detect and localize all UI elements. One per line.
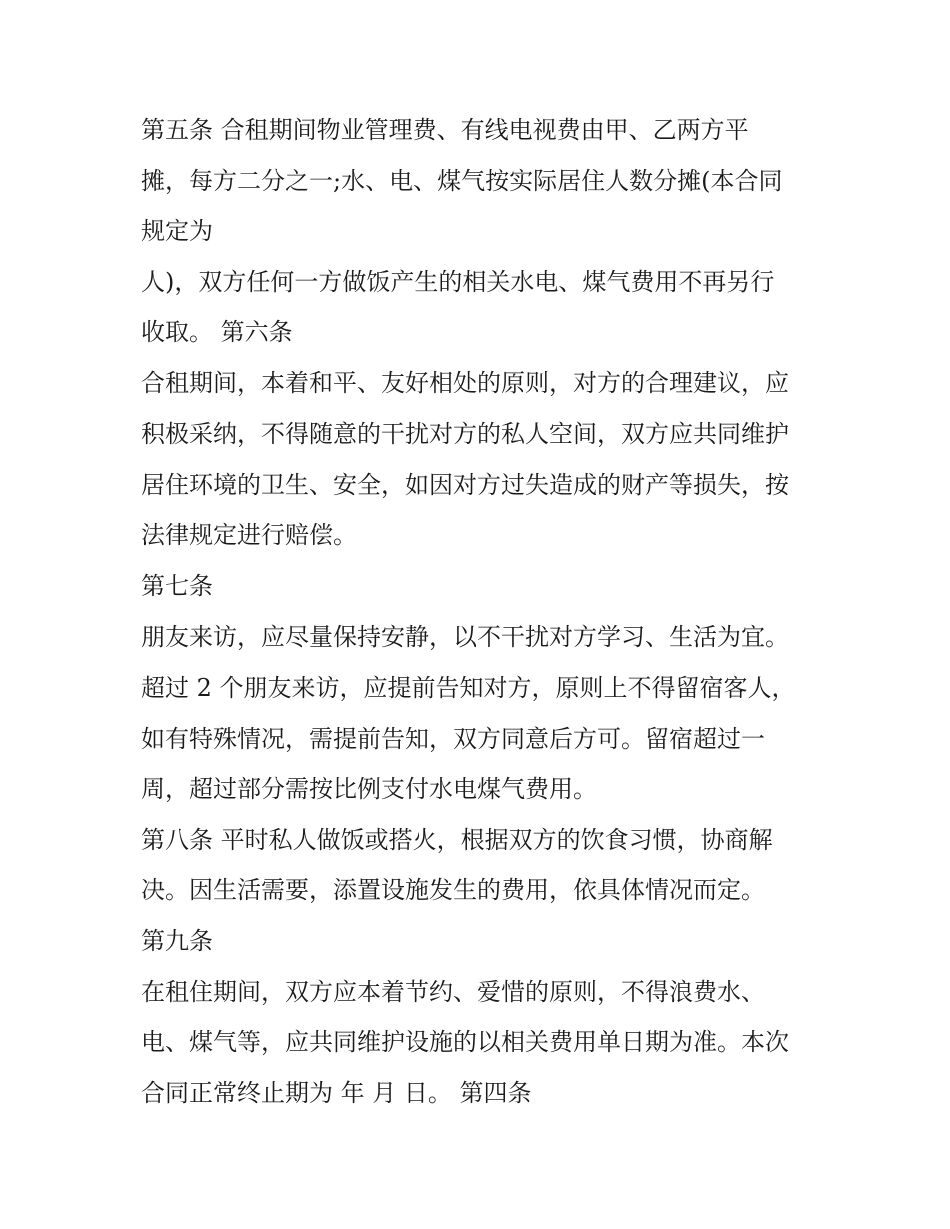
text-line: 电、煤气等，应共同维护设施的以相关费用单日期为准。本次	[141, 1028, 789, 1056]
text-line: 法律规定进行赔偿。	[141, 521, 357, 549]
text-line: 第五条 合租期间物业管理费、有线电视费由甲、乙两方平	[141, 116, 749, 144]
text-line: 摊，每方二分之一;水、电、煤气按实际居住人数分摊(本合同	[141, 167, 783, 195]
text-line: 如有特殊情况，需提前告知，双方同意后方可。留宿超过一	[141, 725, 765, 753]
text-line: 第八条 平时私人做饭或搭火，根据双方的饮食习惯，协商解	[141, 826, 773, 854]
text-line: 第七条	[141, 572, 213, 600]
text-line: 收取。 第六条	[141, 318, 293, 346]
text-line: 人)，双方任何一方做饭产生的相关水电、煤气费用不再另行	[141, 268, 775, 296]
text-line: 决。因生活需要，添置设施发生的费用，依具体情况而定。	[141, 876, 765, 904]
text-line: 周，超过部分需按比例支付水电煤气费用。	[141, 775, 597, 803]
text-line: 超过 2 个朋友来访，应提前告知对方，原则上不得留宿客人，	[141, 674, 796, 702]
text-line: 居住环境的卫生、安全，如因对方过失造成的财产等损失，按	[141, 471, 789, 499]
text-line: 第九条	[141, 927, 213, 955]
text-line: 合同正常终止期为 年 月 日。 第四条	[141, 1079, 532, 1107]
text-line: 规定为	[141, 217, 213, 245]
text-line: 朋友来访，应尽量保持安静，以不干扰对方学习、生活为宜。	[141, 623, 789, 651]
text-line: 积极采纳，不得随意的干扰对方的私人空间，双方应共同维护	[141, 420, 789, 448]
text-line: 合租期间，本着和平、友好相处的原则，对方的合理建议，应	[141, 369, 789, 397]
text-line: 在租住期间，双方应本着节约、爱惜的原则，不得浪费水、	[141, 978, 765, 1006]
